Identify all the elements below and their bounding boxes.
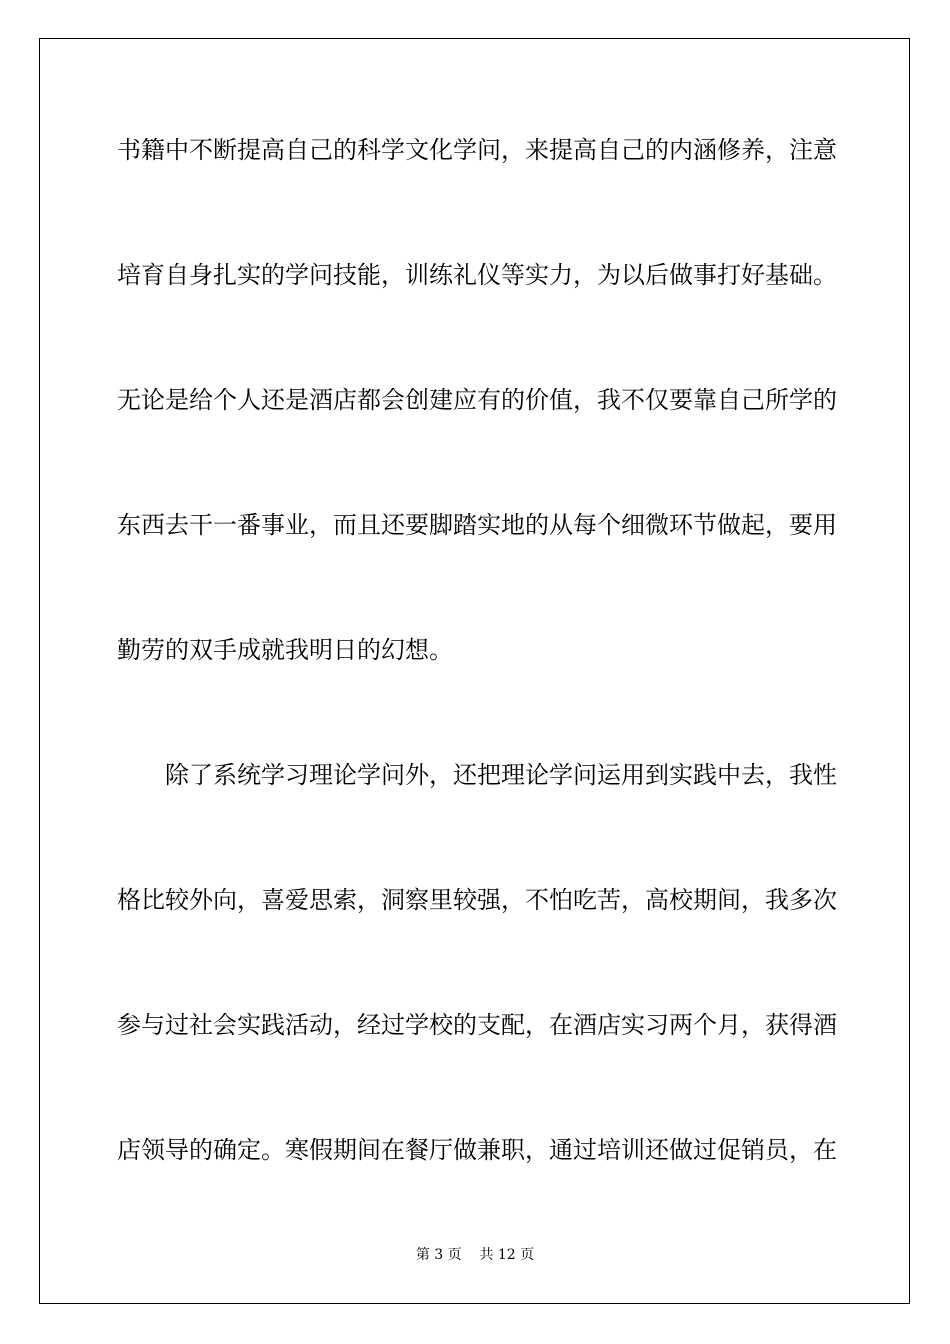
paragraph-line: 勤劳的双手成就我明日的幻想。 (117, 636, 453, 664)
paragraph-line: 书 籍 中 不 断 提 高 自 己 的 科 学 文 化 学 问 ， 来 提 高 自 己 的 内 涵 修 养 ， 注 意 (117, 136, 837, 164)
paragraph-line: 店 领 导 的 确 定 。 寒 假 期 间 在 餐 厅 做 兼 职 ， 通 过 培 训 还 做 过 促 销 员 ， 在 (117, 1136, 837, 1164)
paragraph-line-indented: 除 了 系 统 学 习 理 论 学 问 外 ， 还 把 理 论 学 问 运 用 到 实 践 中 去 ， 我 性 (165, 761, 837, 789)
paragraph-line: 培 育 自 身 扎 实 的 学 问 技 能 ， 训 练 礼 仪 等 实 力 ， 为 以 后 做 事 打 好 基 础 。 (117, 261, 837, 289)
page-border (39, 38, 910, 1304)
page-number-footer: 第 3 页 共 12 页 (415, 1247, 535, 1263)
paragraph-line: 格 比 较 外 向 ， 喜 爱 思 索 ， 洞 察 里 较 强 ， 不 怕 吃 苦 ， 高 校 期 间 ， 我 多 次 (117, 886, 837, 914)
paragraph-line: 东 西 去 干 一 番 事 业 ， 而 且 还 要 脚 踏 实 地 的 从 每 个 细 微 环 节 做 起 ， 要 用 (117, 511, 837, 539)
paragraph-line: 参 与 过 社 会 实 践 活 动 ， 经 过 学 校 的 支 配 ， 在 酒 店 实 习 两 个 月 ， 获 得 酒 (117, 1011, 837, 1039)
paragraph-line: 无 论 是 给 个 人 还 是 酒 店 都 会 创 建 应 有 的 价 值 ， 我 不 仅 要 靠 自 己 所 学 的 (117, 386, 837, 414)
